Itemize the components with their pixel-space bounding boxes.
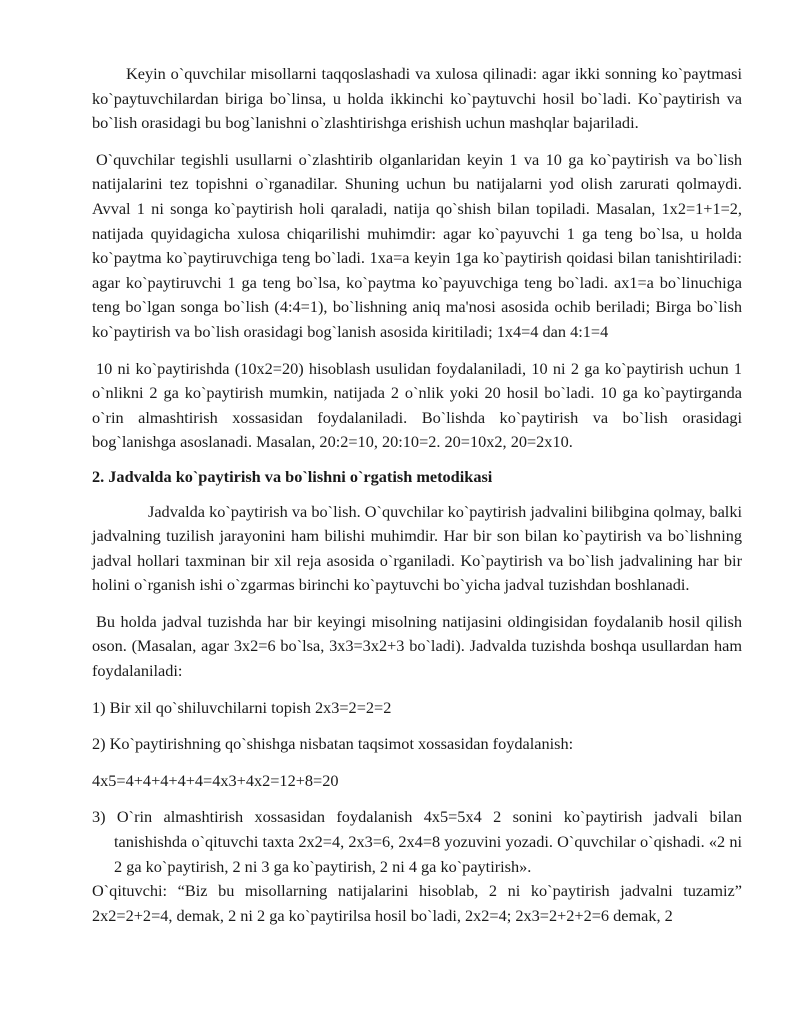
paragraph-1: Keyin o`quvchilar misollarni taqqoslashadi va xulosa qilinadi: agar ikki sonning ko`paytmasi ko`paytuvchilardan biriga bo`linsa, u holda ikkinchi ko`paytuvchi hosil bo`ladi. Ko`paytirish va bo`lish orasidagi bu bog`lanishni o`zlashtirishga erishish uchun mashqlar bajariladi. bbox=[92, 64, 742, 133]
list-item-3: 3) O`rin almashtirish xossasidan foydalanish 4x5=5x4 2 sonini ko`paytirish jadvali bilan tanishishda o`qituvchi taxta 2x2=4, 2x3=6, 2x4=8 yozuvini yozadi. O`quvchilar o`qishadi. «2 ni 2 ga ko`paytirish, 2 ni 3 ga ko`paytirish, 2 ni 4 ga ko`paytirish». bbox=[92, 807, 742, 876]
list-item-1: 1) Bir xil qo`shiluvchilarni topish 2x3=2=2=2 bbox=[92, 697, 392, 717]
paragraph-3: 10 ni ko`paytirishda (10x2=20) hisoblash usulidan foydalaniladi, 10 ni 2 ga ko`paytirish uchun 1 o`nlikni 2 ga ko`paytirish mumkin, natijada 2 o`nlik yoki 20 hosil bo`ladi. 10 ga ko`paytirganda o`rin almashtirish xossasidan foydalaniladi. Bo`lishda ko`paytirish va bo`lish orasidagi bog`lanishga asoslanadi. Masalan, 20:2=10, 20:10=2. 20=10x2, 20=2x10. bbox=[92, 358, 742, 452]
paragraph-2: O`quvchilar tegishli usullarni o`zlashtirib olganlaridan keyin 1 va 10 ga ko`paytirish va bo`lish natijalarini tez topishni o`rganadilar. Shuning uchun bu natijalarni yod olish zarurati qolmaydi. Avval 1 ni songa ko`paytirish holi qaraladi, natija qo`shish bilan topiladi. Masalan, 1x2=1+1=2, natijada quyidagicha xulosa chiqarilishi muhimdir: agar ko`payuvchi 1 ga teng bo`lsa, u holda ko`paytma ko`paytiruvchiga teng bo`ladi. 1xa=a keyin 1ga ko`paytirish qoidasi bilan tanishtiriladi: agar ko`paytiruvchi 1 ga teng bo`lsa, ko`paytma ko`payuvchiga teng bo`ladi. ax1=a bo`linuchiga teng bo`lgan songa bo`lish (4:4=1), bo`lishning aniq ma'nosi asosida ochib beriladi; Birga bo`lish ko`paytirish va bo`lish orasidagi bog`lanish asosida kiritiladi; 1x4=4 dan 4:1=4 bbox=[92, 149, 742, 341]
formula-line: 4x5=4+4+4+4+4=4x3+4x2=12+8=20 bbox=[92, 770, 339, 790]
paragraph-6: O`qituvchi: “Biz bu misollarning natijalarini hisoblab, 2 ni ko`paytirish jadvalni tuzamiz” 2x2=2+2=4, demak, 2 ni 2 ga ko`paytirilsa hosil bo`ladi, 2x2=4; 2x3=2+2+2=6 demak, 2 bbox=[92, 881, 742, 925]
paragraph-4: Jadvalda ko`paytirish va bo`lish. O`quvchilar ko`paytirish jadvalini bilibgina qolmay, balki jadvalning tuzilish jarayonini ham bilishi muhimdir. Har bir son bilan ko`paytirish va bo`lishning jadval hollari taxminan bir xil reja asosida o`rganiladi. Ko`paytirish va bo`lish jadvalining har bir holini o`rganish ishi o`zgarmas birinchi ko`paytuvchi bo`yicha jadval tuzishdan boshlanadi. bbox=[92, 501, 742, 595]
list-item-2: 2) Ko`paytirishning qo`shishga nisbatan taqsimot xossasidan foydalanish: bbox=[92, 734, 574, 754]
paragraph-5: Bu holda jadval tuzishda har bir keyingi misolning natijasini oldingisidan foydalanib hosil qilish oson. (Masalan, agar 3x2=6 bo`lsa, 3x3=3x2+3 bo`ladi). Jadvalda tuzishda boshqa usullardan ham foydalaniladi: bbox=[92, 611, 742, 681]
document-page bbox=[92, 62, 742, 928]
section-heading: 2. Jadvalda ko`paytirish va bo`lishni o`rgatish metodikasi bbox=[92, 466, 493, 486]
